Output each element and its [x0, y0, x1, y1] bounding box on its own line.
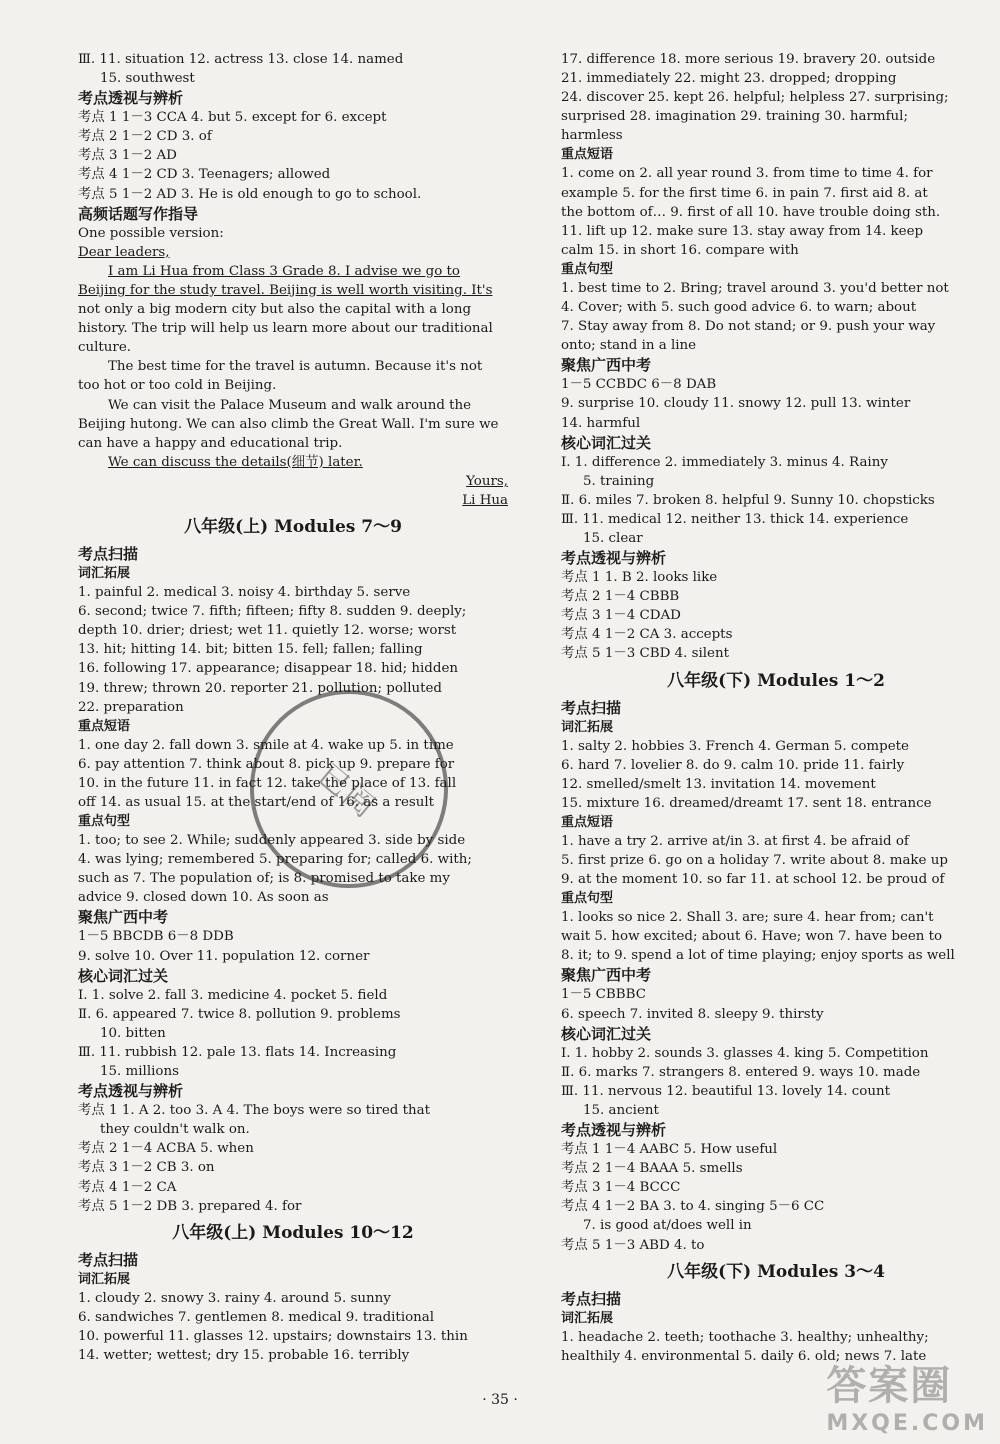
text-line: 6. pay attention 7. think about 8. pick up 9. prepare for: [78, 756, 455, 772]
text-line: 9. surprise 10. cloudy 11. snowy 12. pull 13. winter: [561, 396, 911, 412]
handwritten-stamp: 已阅: [210, 650, 489, 929]
subsection-heading: 重点短语: [561, 814, 614, 830]
text-line: We can discuss the details(细节) later.: [108, 454, 363, 470]
section-heading: 核心词汇过关: [78, 966, 169, 985]
text-line: example 5. for the first time 6. in pain 7. first aid 8. at: [561, 185, 928, 201]
watermark-brand: 答案圈: [826, 1363, 953, 1409]
subsection-heading: 词汇拓展: [561, 1310, 614, 1326]
text-line: 4. Cover; with 5. such good advice 6. to warn; about: [561, 300, 917, 316]
text-line: 6. speech 7. invited 8. sleepy 9. thirsty: [561, 1006, 824, 1022]
text-line: 1. come on 2. all year round 3. from time to time 4. for: [561, 166, 933, 182]
text-line: 考点 4 1－2 BA 3. to 4. singing 5－6 CC: [561, 1199, 825, 1215]
section-heading: 核心词汇过关: [561, 1024, 652, 1043]
text-line: 考点 2 1－4 BAAA 5. smells: [561, 1161, 743, 1177]
text-line: 12. smelled/smelt 13. invitation 14. movement: [561, 776, 876, 792]
text-line: the bottom of… 9. first of all 10. have trouble doing sth.: [561, 204, 941, 220]
text-line: Ⅲ. 11. nervous 12. beautiful 13. lovely 14. count: [561, 1083, 890, 1099]
text-line: wait 5. how excited; about 6. Have; won 7. have been to: [561, 929, 943, 945]
text-line: harmless: [561, 128, 623, 144]
text-line: 15. millions: [100, 1064, 179, 1080]
text-line: 22. preparation: [78, 699, 184, 715]
text-line: too hot or too cold in Beijing.: [78, 378, 277, 394]
text-line: 21. immediately 22. might 23. dropped; dropping: [561, 71, 897, 87]
text-line: 1. painful 2. medical 3. noisy 4. birthday 5. serve: [78, 585, 411, 601]
text-line: 10. bitten: [100, 1025, 166, 1041]
text-line: 6. second; twice 7. fifth; fifteen; fifty 8. sudden 9. deeply;: [78, 604, 467, 620]
text-line: 考点 2 1－4 ACBA 5. when: [78, 1141, 254, 1157]
module-title: 八年级(下) Modules 3～4: [667, 1261, 885, 1282]
section-heading: 考点透视与辨析: [561, 1121, 667, 1140]
subsection-heading: 重点短语: [561, 147, 614, 163]
text-line: 1. cloudy 2. snowy 3. rainy 4. around 5. sunny: [78, 1290, 391, 1306]
text-line: 6. hard 7. lovelier 8. do 9. calm 10. pride 11. fairly: [561, 757, 905, 773]
text-line: 9. at the moment 10. so far 11. at school 12. be proud of: [561, 872, 945, 888]
text-line: 1－5 CBBBC: [561, 987, 646, 1003]
text-line: Ⅲ. 11. situation 12. actress 13. close 14. named: [78, 52, 404, 67]
text-line: Ⅰ. 1. difference 2. immediately 3. minus 4. Rainy: [561, 454, 888, 470]
text-line: Yours,: [466, 473, 508, 489]
module-title: 八年级(上) Modules 7～9: [184, 517, 402, 538]
text-line: 1. have a try 2. arrive at/in 3. at first 4. be afraid of: [561, 833, 909, 849]
section-heading: 聚焦广西中考: [561, 966, 652, 985]
text-line: Ⅱ. 6. marks 7. strangers 8. entered 9. ways 10. made: [561, 1064, 921, 1080]
text-line: 6. sandwiches 7. gentlemen 8. medical 9. traditional: [78, 1309, 435, 1325]
text-line: 15. southwest: [100, 71, 195, 87]
text-line: Ⅲ. 11. rubbish 12. pale 13. flats 14. Increasing: [78, 1044, 397, 1060]
text-line: 11. lift up 12. make sure 13. stay away from 14. keep: [561, 223, 924, 239]
text-line: 考点 1 1－3 CCA 4. but 5. except for 6. except: [78, 110, 387, 126]
text-line: 考点 3 1－2 CB 3. on: [78, 1160, 215, 1176]
text-line: One possible version:: [78, 225, 224, 241]
text-line: 5. training: [583, 473, 655, 489]
text-line: 考点 5 1－3 CBD 4. silent: [561, 646, 729, 662]
site-watermark: [826, 1354, 988, 1436]
text-line: 7. Stay away from 8. Do not stand; or 9. push your way: [561, 319, 936, 335]
text-line: Ⅰ. 1. solve 2. fall 3. medicine 4. pocket 5. field: [78, 987, 388, 1003]
section-heading: 考点扫描: [78, 545, 139, 564]
text-line: 1. best time to 2. Bring; travel around 3. you'd better not: [561, 280, 949, 296]
text-line: 考点 1 1. B 2. looks like: [561, 570, 718, 586]
text-line: they couldn't walk on.: [100, 1122, 250, 1138]
text-line: 15. ancient: [583, 1102, 659, 1118]
text-line: 考点 5 1－2 DB 3. prepared 4. for: [78, 1198, 302, 1214]
text-line: 19. threw; thrown 20. reporter 21. pollution; polluted: [78, 680, 442, 696]
text-line: depth 10. drier; driest; wet 11. quietly 12. worse; worst: [78, 623, 457, 639]
text-line: 7. is good at/does well in: [583, 1218, 752, 1234]
text-line: Ⅰ. 1. hobby 2. sounds 3. glasses 4. king 5. Competition: [561, 1045, 929, 1061]
text-line: 1. salty 2. hobbies 3. French 4. German 5. compete: [561, 738, 909, 754]
text-line: 14. wetter; wettest; dry 15. probable 16. terribly: [78, 1347, 410, 1363]
text-line: 考点 3 1－2 AD: [78, 148, 177, 164]
text-line: 1. headache 2. teeth; toothache 3. healthy; unhealthy;: [561, 1329, 929, 1345]
text-line: The best time for the travel is autumn. Because it's not: [108, 359, 483, 375]
text-line: 1. one day 2. fall down 3. smile at 4. wake up 5. in time: [78, 737, 454, 753]
text-line: 14. harmful: [561, 415, 641, 431]
subsection-heading: 词汇拓展: [78, 566, 131, 582]
section-heading: 核心词汇过关: [561, 433, 652, 452]
text-line: 考点 2 1－2 CD 3. of: [78, 129, 212, 145]
module-title: 八年级(上) Modules 10～12: [172, 1222, 414, 1243]
text-line: history. The trip will help us learn more about our traditional: [78, 321, 493, 337]
text-line: 10. in the future 11. in fact 12. take the place of 13. fall: [78, 775, 457, 791]
text-line: 24. discover 25. kept 26. helpful; helpless 27. surprising;: [561, 90, 949, 106]
text-line: 1. looks so nice 2. Shall 3. are; sure 4. hear from; can't: [561, 910, 934, 926]
text-line: We can visit the Palace Museum and walk around the: [108, 397, 472, 413]
text-line: 考点 5 1－3 ABD 4. to: [561, 1237, 705, 1253]
text-line: 8. it; to 9. spend a lot of time playing; enjoy sports as well: [561, 948, 955, 964]
subsection-heading: 重点句型: [561, 891, 614, 907]
subsection-heading: 词汇拓展: [78, 1271, 131, 1287]
page-number: · 35 ·: [482, 1392, 518, 1408]
subsection-heading: 词汇拓展: [561, 719, 614, 735]
text-line: calm 15. in short 16. compare with: [561, 242, 799, 258]
text-line: advice 9. closed down 10. As soon as: [78, 890, 329, 906]
text-line: 5. first prize 6. go on a holiday 7. write about 8. make up: [561, 853, 948, 868]
text-line: Ⅱ. 6. appeared 7. twice 8. pollution 9. problems: [78, 1006, 401, 1022]
text-line: 考点 3 1－4 BCCC: [561, 1180, 681, 1196]
text-line: 17. difference 18. more serious 19. bravery 20. outside: [561, 52, 936, 67]
text-line: Ⅲ. 11. medical 12. neither 13. thick 14. experience: [561, 511, 909, 527]
section-heading: 考点扫描: [561, 698, 622, 717]
text-line: 13. hit; hitting 14. bit; bitten 15. fell; fallen; falling: [78, 642, 423, 658]
section-heading: 考点透视与辨析: [561, 549, 667, 568]
text-line: Beijing hutong. We can also climb the Great Wall. I'm sure we: [78, 416, 499, 432]
section-heading: 考点扫描: [561, 1289, 622, 1308]
text-line: 1－5 CCBDC 6－8 DAB: [561, 377, 717, 393]
text-line: Dear leaders,: [78, 244, 170, 260]
subsection-heading: 重点短语: [78, 718, 131, 734]
text-line: such as 7. The population of; is 8. promised to take my: [78, 871, 450, 887]
text-line: 考点 4 1－2 CA: [78, 1179, 177, 1195]
text-line: 考点 3 1－4 CDAD: [561, 608, 681, 624]
section-heading: 考点扫描: [78, 1250, 139, 1269]
text-line: Ⅱ. 6. miles 7. broken 8. helpful 9. Sunny 10. chopsticks: [561, 492, 935, 508]
section-heading: 高频话题写作指导: [78, 204, 199, 223]
text-line: not only a big modern city but also the capital with a long: [78, 302, 472, 318]
text-line: I am Li Hua from Class 3 Grade 8. I advise we go to: [108, 263, 460, 279]
text-line: Beijing for the study travel. Beijing is well worth visiting. It's: [78, 282, 493, 298]
text-line: 考点 1 1. A 2. too 3. A 4. The boys were so tired that: [78, 1103, 430, 1119]
text-line: culture.: [78, 340, 131, 356]
section-heading: 聚焦广西中考: [561, 356, 652, 375]
text-line: 15. mixture 16. dreamed/dreamt 17. sent 18. entrance: [561, 795, 932, 811]
section-heading: 考点透视与辨析: [78, 89, 184, 108]
watermark-url: MXQE.COM: [826, 1411, 988, 1436]
text-line: healthily 4. environmental 5. daily 6. old; news 7. late: [561, 1348, 927, 1364]
text-line: 考点 4 1－2 CA 3. accepts: [561, 627, 733, 643]
text-line: off 14. as usual 15. at the start/end of 16. as a result: [78, 795, 435, 810]
text-line: 4. was lying; remembered 5. preparing for; called 6. with;: [78, 852, 472, 868]
text-line: 1. too; to see 2. While; suddenly appeared 3. side by side: [78, 833, 466, 849]
subsection-heading: 重点句型: [78, 814, 131, 830]
text-line: 1－5 BBCDB 6－8 DDB: [78, 929, 234, 945]
text-line: Li Hua: [462, 492, 508, 508]
text-line: 考点 5 1－2 AD 3. He is old enough to go to school.: [78, 186, 422, 202]
text-line: 考点 2 1－4 CBBB: [561, 589, 680, 605]
text-line: 考点 4 1－2 CD 3. Teenagers; allowed: [78, 167, 331, 183]
text-line: 10. powerful 11. glasses 12. upstairs; downstairs 13. thin: [78, 1328, 468, 1344]
text-line: 考点 1 1－4 AABC 5. How useful: [561, 1142, 778, 1158]
section-heading: 考点透视与辨析: [78, 1082, 184, 1101]
text-line: 9. solve 10. Over 11. population 12. corner: [78, 948, 370, 964]
text-line: 15. clear: [583, 530, 643, 546]
right-column: [561, 50, 991, 1366]
text-line: surprised 28. imagination 29. training 30. harmful;: [561, 109, 908, 125]
module-title: 八年级(下) Modules 1～2: [667, 670, 885, 691]
text-line: can have a happy and educational trip.: [78, 435, 343, 451]
text-line: onto; stand in a line: [561, 338, 697, 354]
subsection-heading: 重点句型: [561, 261, 614, 277]
section-heading: 聚焦广西中考: [78, 908, 169, 927]
text-line: 16. following 17. appearance; disappear 18. hid; hidden: [78, 661, 458, 677]
